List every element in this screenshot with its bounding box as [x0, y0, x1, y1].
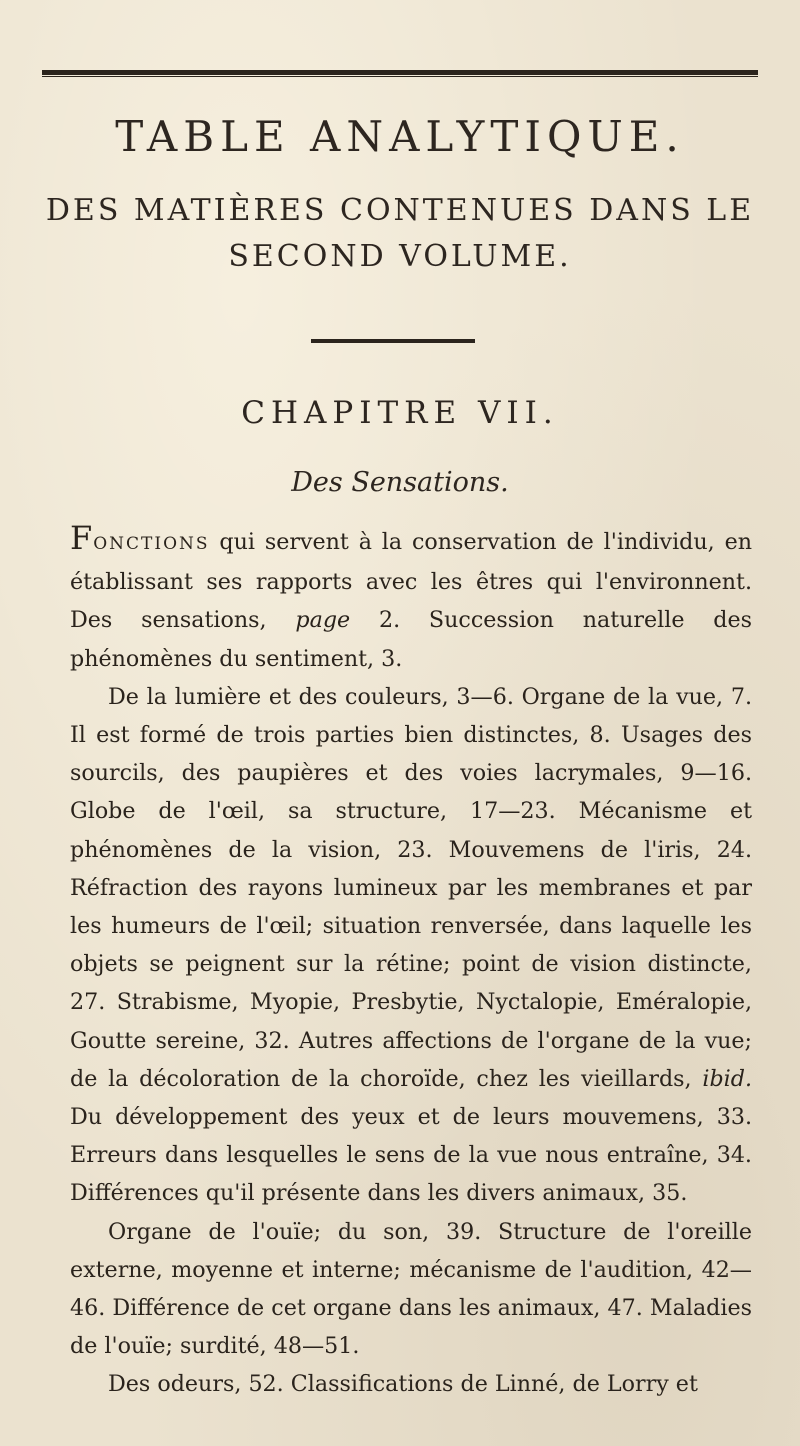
paragraph-text: Organe de l'ouïe; du son, 39. Structure de l'oreille externe, moyenne et interne; mécanisme de l'audition, 42—46. Différence de cet organe dans les animaux, 47. Maladies de l'ouïe; surdité, 48—51.: [70, 1218, 752, 1360]
subtitle-line-1: DES MATIÈRES CONTENUES DANS LE: [45, 193, 755, 228]
small-caps-word: ONCTIONS: [93, 534, 210, 554]
page-subtitle: [0, 188, 800, 280]
paragraph-text: Du développement des yeux et de leurs mouvemens, 33. Erreurs dans lesquelles le sens de la vue nous entraîne, 34. Différences qu'il présente dans les divers animaux, 35.: [70, 1104, 752, 1207]
paragraph: [70, 678, 752, 1213]
paragraph-text: 2. Succession naturelle des phénomènes du sentiment, 3.: [70, 607, 752, 672]
chapter-title: Des Sensations.: [291, 467, 509, 498]
chapter-heading: CHAPITRE VII.: [241, 395, 559, 431]
italic-text: page: [295, 607, 351, 634]
paragraph-text: Des odeurs, 52. Classifications de Linné, de Lorry et: [108, 1371, 698, 1398]
page-title: TABLE ANALYTIQUE.: [115, 112, 685, 161]
paragraph-text: qui servent à la conservation de l'individu, en établissant ses rapports avec les êtres qui l'environnent. Des sensations,: [70, 529, 752, 634]
paragraph: [70, 1365, 752, 1403]
top-double-rule: [42, 70, 758, 77]
drop-cap: F: [70, 519, 94, 557]
italic-text: ibid.: [702, 1065, 752, 1092]
section-divider-rule: [311, 339, 475, 343]
body-text: [70, 519, 752, 1404]
paragraph-text: De la lumière et des couleurs, 3—6. Organe de la vue, 7. Il est formé de trois parties bien distinctes, 8. Usages des sourcils, des paupières et des voies lacrymales, 9—16. Globe de l'œil, sa structure, 17—23. Mécanisme et phénomènes de la vision, 23. Mouvemens de l'iris, 24. Réfraction des rayons lumineux par les membranes et par les humeurs de l'œil; situation renversée, dans laquelle les objets se peignent sur la rétine; point de vision distincte, 27. Strabisme, Myopie, Presbytie, Nyctalopie, Eméralopie, Goutte sereine, 32. Autres affections de l'organe de la vue; de la décoloration de la choroïde, chez les vieillards,: [70, 683, 752, 1092]
paragraph: [70, 519, 752, 678]
paragraph: [70, 1213, 752, 1366]
subtitle-line-2: SECOND VOLUME.: [228, 239, 572, 274]
